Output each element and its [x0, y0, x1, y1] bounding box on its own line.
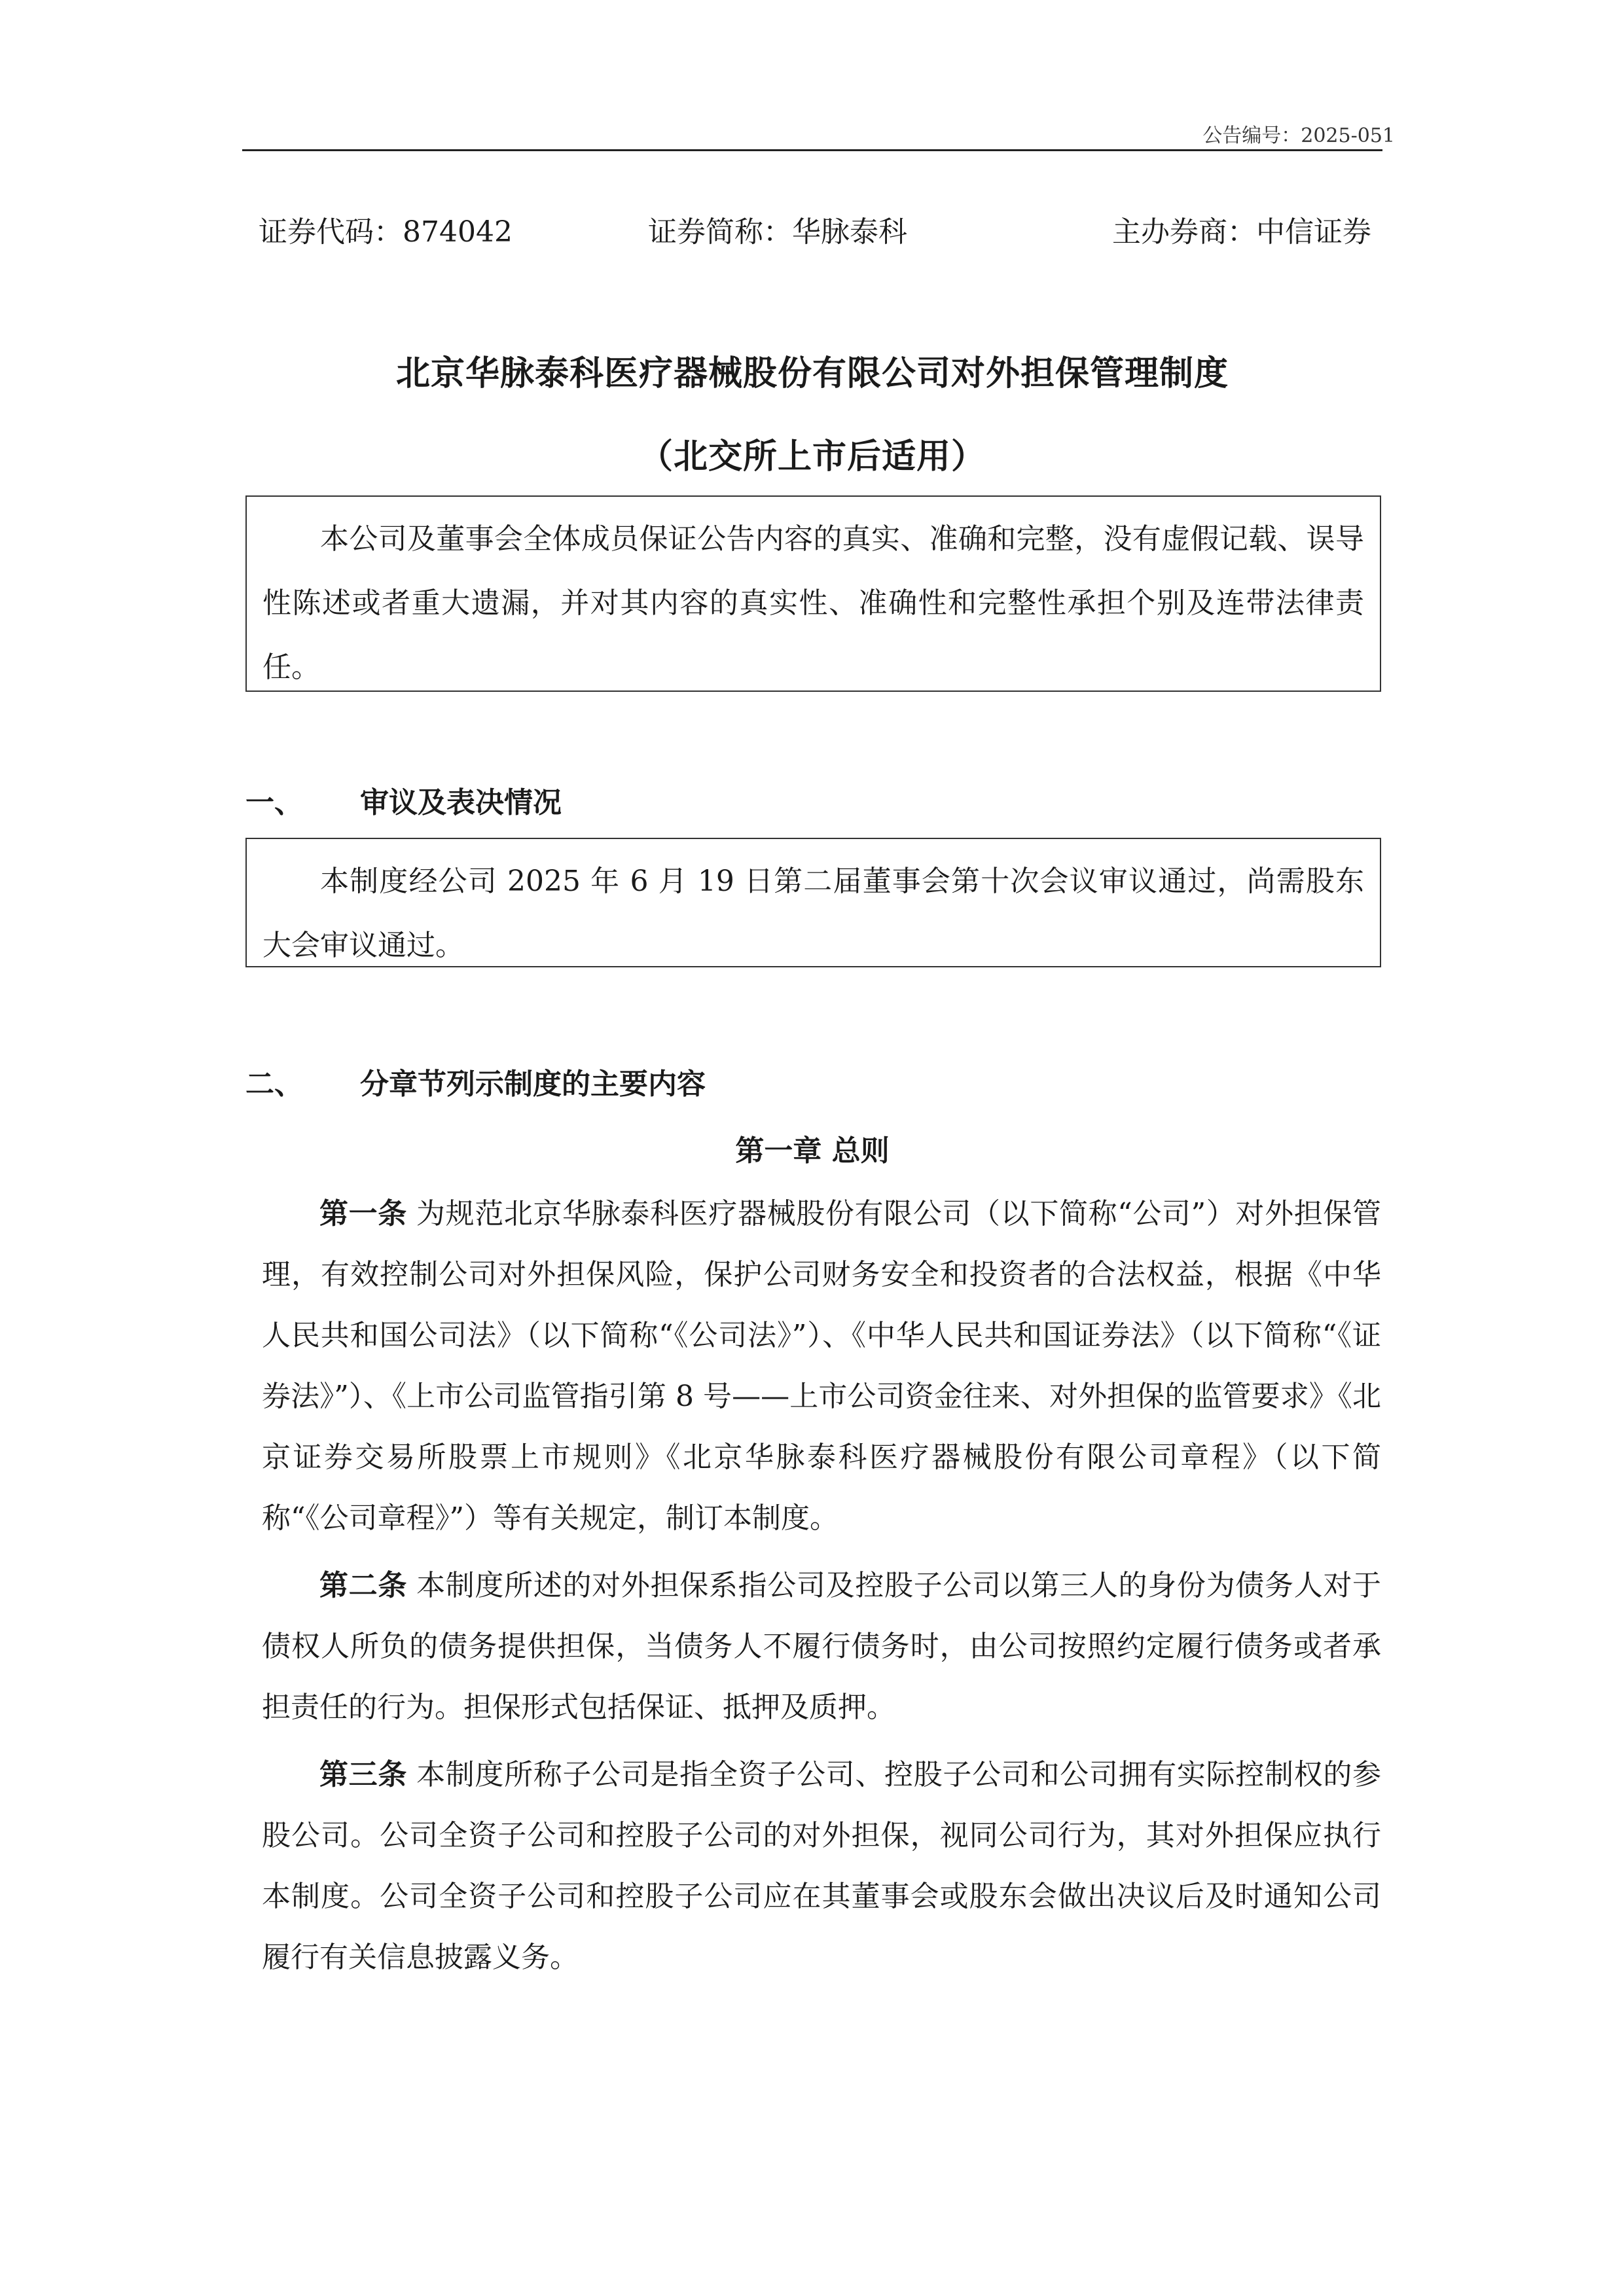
document-title: 北京华脉泰科医疗器械股份有限公司对外担保管理制度	[395, 353, 1229, 393]
section-number: 二、	[245, 1067, 303, 1101]
article-label: 第二条	[319, 1569, 408, 1602]
review-text: 本制度经公司 2025 年 6 月 19 日第二届董事会第十次会议审议通过，尚需股东大会审议通过。	[262, 865, 1364, 962]
header-divider	[242, 149, 1382, 151]
article-text: 为规范北京华脉泰科医疗器械股份有限公司（以下简称“公司”）对外担保管理，有效控制公司对外担保风险，保护公司财务安全和投资者的合法权益，根据《中华人民共和国公司法》（以下简称“《公司法》”）、《中华人民共和国证券法》（以下简称“《证券法》”）、《上市公司监管指引第 8 号——上市公司资金往来、对外担保的监管要求》《北京证券交易所股票上市规则》《北京华脉泰科医疗器械股份有限公司章程》（以下简称“《公司章程》”）等有关规定，制订本制度。	[262, 1197, 1381, 1535]
article-text: 本制度所述的对外担保系指公司及控股子公司以第三人的身份为债务人对于债权人所负的债务提供担保，当债务人不履行债务时，由公司按照约定履行债务或者承担责任的行为。担保形式包括保证、抵押及质押。	[262, 1569, 1382, 1724]
announcement-number: 公告编号：2025-051	[1202, 124, 1395, 147]
article-label: 第一条	[319, 1197, 407, 1230]
article-text: 本制度所称子公司是指全资子公司、控股子公司和公司拥有实际控制权的参股公司。公司全资子公司和控股子公司的对外担保，视同公司行为，其对外担保应执行本制度。公司全资子公司和控股子公司应在其董事会或股东会做出决议后及时通知公司履行有关信息披露义务。	[262, 1758, 1382, 1974]
review-box	[245, 838, 1381, 967]
disclaimer-box	[245, 495, 1381, 692]
article-1	[262, 1183, 1381, 1549]
section-title: 审议及表决情况	[360, 786, 562, 819]
securities-info	[259, 208, 1371, 247]
section-title: 分章节列示制度的主要内容	[360, 1067, 706, 1101]
securities-short-name: 证券简称：华脉泰科	[648, 215, 907, 249]
article-label: 第三条	[319, 1758, 408, 1791]
section-heading-content	[245, 1060, 706, 1102]
section-heading-review	[245, 779, 562, 821]
section-number: 一、	[245, 786, 303, 819]
sponsor-broker: 主办券商：中信证券	[1112, 215, 1371, 249]
disclaimer-text: 本公司及董事会全体成员保证公告内容的真实、准确和完整，没有虚假记载、误导性陈述或者重大遗漏，并对其内容的真实性、准确性和完整性承担个别及连带法律责任。	[262, 522, 1364, 684]
securities-code: 证券代码：874042	[259, 215, 513, 249]
chapter-title: 第一章 总则	[735, 1134, 890, 1168]
article-list	[262, 1183, 1381, 1994]
article-3	[262, 1744, 1381, 1988]
article-2	[262, 1555, 1381, 1738]
document-subtitle: （北交所上市后适用）	[638, 437, 986, 476]
